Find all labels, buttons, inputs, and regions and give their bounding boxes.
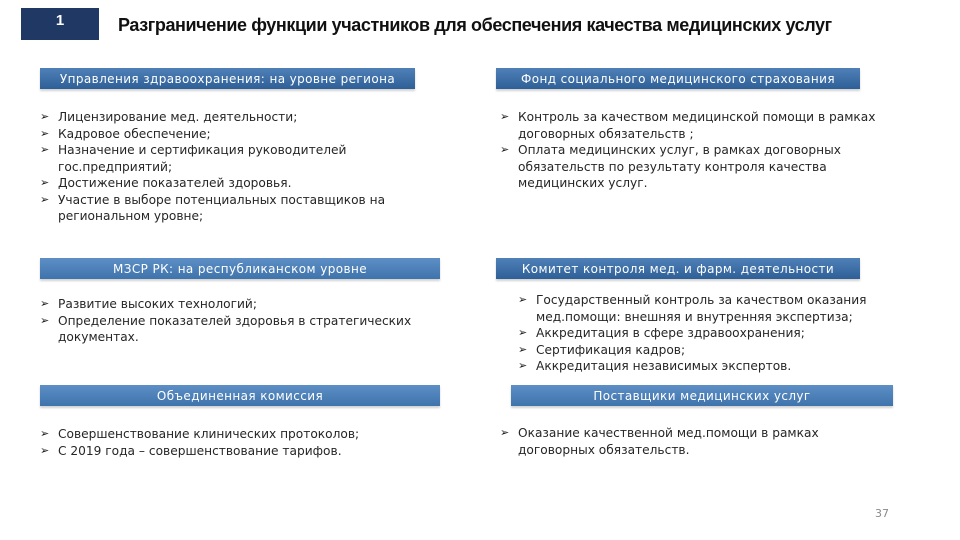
header-joint: Объединенная комиссия: [40, 385, 440, 406]
list-item: [40, 296, 450, 313]
arrowhead-bullet-icon: ➢: [40, 143, 50, 156]
header-fund: Фонд социального медицинского страхования: [496, 68, 860, 89]
list-item-text: Аккредитация независимых экспертов.: [536, 359, 792, 373]
list-item-text: Назначение и сертификация руководителей гос.предприятий;: [58, 143, 347, 174]
list-item-text: Кадровое обеспечение;: [58, 126, 211, 141]
list-item-text: Лицензирование мед. деятельности;: [58, 110, 298, 124]
list-committee: [518, 292, 900, 375]
list-item: [518, 358, 900, 375]
list-item-text: Совершенствование клинических протоколов;: [58, 427, 360, 441]
list-item-text: Достижение показателей здоровья.: [58, 176, 292, 190]
list-item: [500, 425, 890, 458]
list-item: [500, 109, 880, 142]
arrowhead-bullet-icon: ➢: [500, 110, 510, 123]
list-item-text: Развитие высоких технологий;: [58, 297, 257, 311]
slide-title: Разграничение функции участников для обеспечения качества медицинских услуг: [118, 15, 832, 35]
list-item-text: Определение показателей здоровья в стратегических документах.: [58, 313, 412, 344]
header-providers: Поставщики медицинских услуг: [511, 385, 893, 406]
page-number: 37: [875, 507, 889, 520]
list-ministry: [40, 296, 450, 346]
arrowhead-bullet-icon: ➢: [518, 293, 528, 306]
slide-number-badge: [21, 8, 99, 40]
list-item: [40, 175, 440, 192]
header-regional: Управления здравоохранения: на уровне региона: [40, 68, 415, 89]
list-item: [518, 292, 900, 325]
list-regional: [40, 109, 440, 225]
arrowhead-bullet-icon: ➢: [518, 359, 528, 372]
arrowhead-bullet-icon: ➢: [40, 176, 50, 189]
slide-number: 1: [55, 12, 65, 29]
header-ministry: МЗСР РК: на республиканском уровне: [40, 258, 440, 279]
list-item: [40, 426, 450, 443]
list-joint: [40, 426, 450, 459]
arrowhead-bullet-icon: ➢: [40, 192, 50, 206]
list-item-text: Участие в выборе потенциальных поставщиков на региональном уровне;: [58, 192, 386, 223]
arrowhead-bullet-icon: ➢: [40, 443, 50, 457]
list-item: [518, 325, 900, 342]
arrowhead-bullet-icon: ➢: [40, 126, 50, 140]
list-item-text: Контроль за качеством медицинской помощи в рамках договорных обязательств ;: [518, 110, 876, 141]
arrowhead-bullet-icon: ➢: [40, 427, 50, 440]
list-fund: [500, 109, 880, 192]
arrowhead-bullet-icon: ➢: [518, 326, 528, 339]
list-item-text: Оказание качественной мед.помощи в рамках договорных обязательств.: [518, 426, 819, 457]
arrowhead-bullet-icon: ➢: [500, 426, 510, 439]
list-item: [40, 443, 450, 460]
list-item: [40, 313, 450, 346]
list-item-text: Сертификация кадров;: [536, 342, 686, 357]
list-item: [40, 192, 440, 225]
list-item-text: Оплата медицинских услуг, в рамках договорных обязательств по результату контроля качества медицинских услуг.: [518, 143, 841, 190]
arrowhead-bullet-icon: ➢: [500, 143, 510, 156]
arrowhead-bullet-icon: ➢: [40, 110, 50, 123]
header-committee: Комитет контроля мед. и фарм. деятельности: [496, 258, 860, 279]
arrowhead-bullet-icon: ➢: [40, 297, 50, 310]
list-item: [518, 342, 900, 359]
arrowhead-bullet-icon: ➢: [40, 313, 50, 327]
list-item-text: Государственный контроль за качеством оказания мед.помощи: внешняя и внутренняя экспертиза;: [536, 293, 867, 324]
list-item: [500, 142, 880, 192]
list-item: [40, 126, 440, 143]
list-item-text: С 2019 года – совершенствование тарифов.: [58, 443, 342, 458]
list-item-text: Аккредитация в сфере здравоохранения;: [536, 326, 805, 340]
arrowhead-bullet-icon: ➢: [518, 342, 528, 356]
list-item: [40, 142, 440, 175]
list-item: [40, 109, 440, 126]
list-providers: [500, 425, 890, 458]
